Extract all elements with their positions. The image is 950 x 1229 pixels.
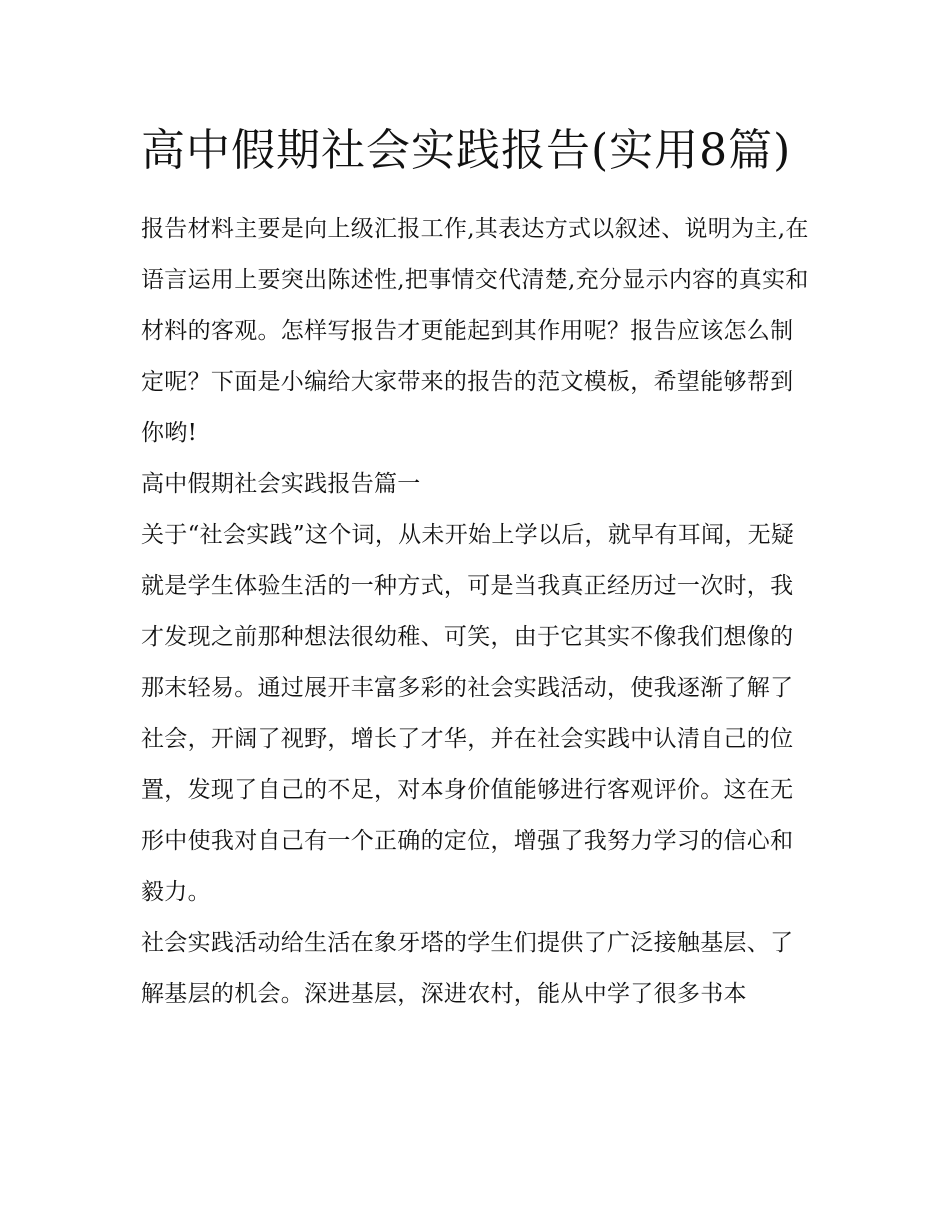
intro-paragraph: 报告材料主要是向上级汇报工作,其表达方式以叙述、说明为主,在语言运用上要突出陈述性,把事情交代清楚,充分显示内容的真实和材料的客观。怎样写报告才更能起到其作用呢？报告应该怎么制定呢？下面是小编给大家带来的报告的范文模板，希望能够帮到你哟! bbox=[141, 216, 809, 446]
body-paragraph-1: 关于“社会实践”这个词，从未开始上学以后，就早有耳闻，无疑就是学生体验生活的一种方式，可是当我真正经历过一次时，我才发现之前那种想法很幼稚、可笑，由于它其实不像我们想像的那末轻易。通过展开丰富多彩的社会实践活动，使我逐渐了解了社会，开阔了视野，增长了才华，并在社会实践中认清自己的位置，发现了自己的不足，对本身价值能够进行客观评价。这在无形中使我对自己有一个正确的定位，增强了我努力学习的信心和毅力。 bbox=[141, 522, 795, 905]
body-paragraph-2: 社会实践活动给生活在象牙塔的学生们提供了广泛接触基层、了解基层的机会。深进基层，深进农村，能从中学了很多书本 bbox=[141, 930, 794, 1007]
section-heading: 高中假期社会实践报告篇一 bbox=[141, 471, 421, 497]
document-title: 高中假期社会实践报告(实用8篇) bbox=[141, 125, 792, 176]
document-content bbox=[141, 112, 813, 1020]
